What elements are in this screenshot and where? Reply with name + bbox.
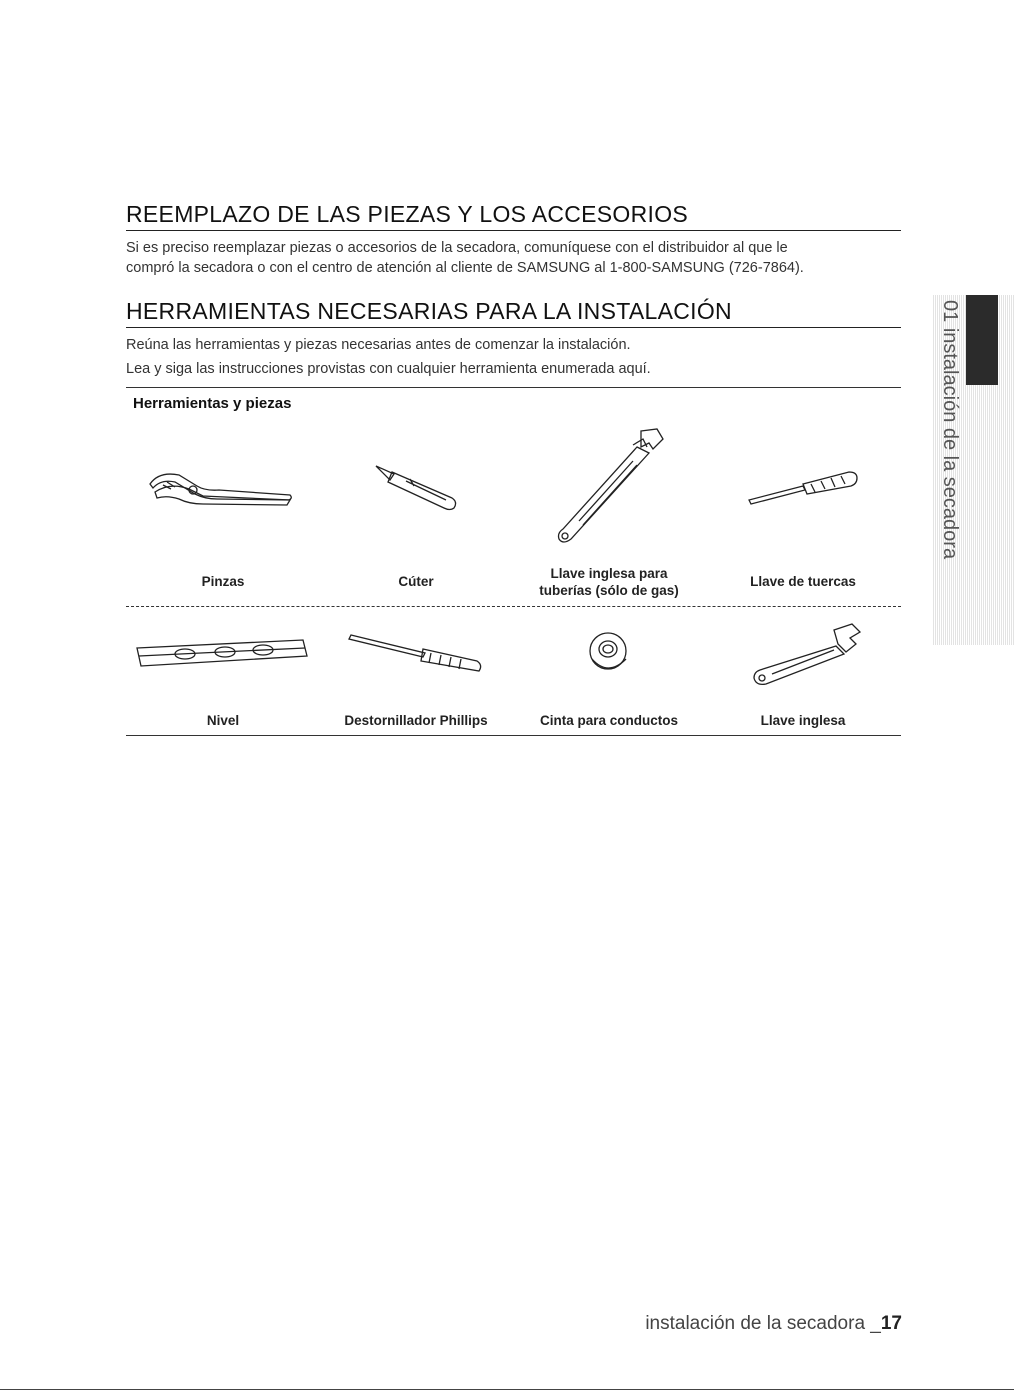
section-title-tools: HERRAMIENTAS NECESARIAS PARA LA INSTALACIÓN [126,298,901,328]
tools-table-heading: Herramientas y piezas [133,395,292,412]
table-bottom-rule [126,735,901,736]
chapter-name: instalación de la secadora [939,327,961,560]
footer-text: instalación de la secadora _ [645,1313,881,1334]
tool-label-pipe-wrench-line2: tuberías (sólo de gas) [539,583,679,598]
tool-label-cuter: Cúter [398,574,434,589]
row-divider [126,606,901,607]
tool-label-pipe-wrench [509,565,709,599]
pipe-wrench-icon [553,425,668,550]
replacement-text-line2: compró la secadora o con el centro de atención al cliente de SAMSUNG al 1-800-SAMSUNG (726-7864). [126,260,804,276]
tool-label-llave-inglesa: Llave inglesa [760,713,846,728]
tool-label-pipe-wrench-line1: Llave inglesa para [550,566,668,581]
phillips-screwdriver-icon [345,633,485,675]
duct-tape-icon [586,631,634,675]
pliers-icon [145,462,295,510]
adjustable-wrench-icon [748,622,866,686]
utility-knife-icon [372,462,462,512]
nut-driver-icon [745,468,860,510]
replacement-text-line1: Si es preciso reemplazar piezas o accesorios de la secadora, comuníquese con el distribuidor al que le [126,240,788,256]
tool-label-nivel: Nivel [206,713,240,728]
chapter-side-tab-text [935,300,965,640]
chapter-side-tab-marker [966,295,998,385]
tool-label-duct-tape: Cinta para conductos [539,713,679,728]
tool-label-nut-driver: Llave de tuercas [750,574,856,589]
level-icon [135,636,310,670]
tools-text-line2: Lea y siga las instrucciones provistas con cualquier herramienta enumerada aquí. [126,361,651,377]
page-bottom-line [0,1389,1014,1390]
tool-label-pinzas: Pinzas [201,574,245,589]
page-number: 17 [880,1313,902,1334]
page-footer [645,1313,902,1335]
tool-label-phillips: Destornillador Phillips [344,713,488,728]
tools-text-line1: Reúna las herramientas y piezas necesarias antes de comenzar la instalación. [126,337,631,353]
chapter-number: 01 [939,300,961,323]
section-title-replacement: REEMPLAZO DE LAS PIEZAS Y LOS ACCESORIOS [126,201,901,231]
table-top-rule [126,387,901,388]
